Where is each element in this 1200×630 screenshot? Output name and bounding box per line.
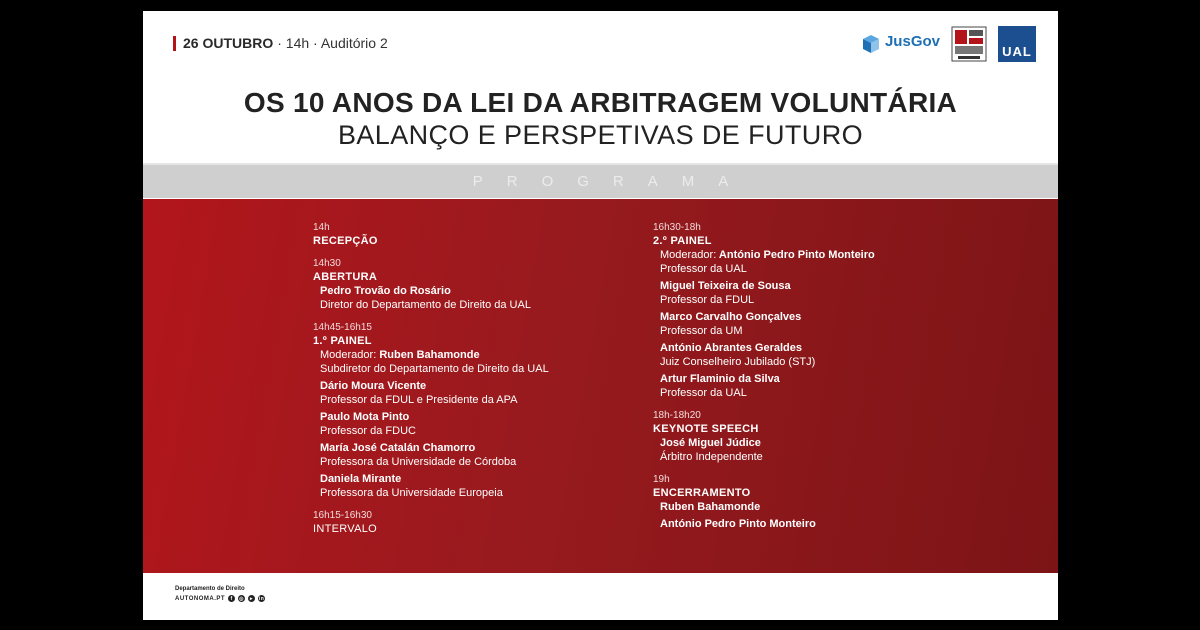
programa-band — [143, 163, 1058, 198]
speaker-role: Professor da FDUL — [660, 294, 755, 306]
speaker — [320, 441, 549, 469]
event-date: 26 OUTUBRO — [183, 35, 274, 51]
speaker-name: Artur Flaminio da Silva — [660, 373, 780, 385]
speaker-name: María José Catalán Chamorro — [320, 442, 476, 454]
program-right-column — [653, 221, 875, 540]
program-time: 19h — [653, 474, 670, 485]
footer-site[interactable]: AUTONOMA.PT — [175, 595, 226, 602]
speaker-role: Professor da FDUC — [320, 425, 416, 437]
program-heading: 2.º PAINEL — [653, 235, 712, 247]
program-time: 16h30-18h — [653, 222, 701, 233]
speaker — [660, 436, 875, 464]
speaker — [660, 500, 875, 514]
speaker-name-line — [320, 348, 549, 362]
poster — [143, 11, 1058, 620]
speaker-name: Marco Carvalho Gonçalves — [660, 311, 802, 323]
speaker-name: Miguel Teixeira de Sousa — [660, 280, 791, 292]
program-time: 14h45-16h15 — [313, 322, 372, 333]
accent-bar — [173, 36, 176, 51]
speaker-name-line — [660, 248, 875, 262]
speaker-role: Professor da UAL — [660, 387, 747, 399]
speaker-name: António Pedro Pinto Monteiro — [660, 518, 816, 530]
speaker — [660, 517, 875, 531]
program-block — [313, 221, 549, 248]
footer — [175, 586, 265, 602]
speaker-role: Professora da Universidade Europeia — [320, 487, 503, 499]
program-block — [653, 473, 875, 531]
speaker-name: José Miguel Júdice — [660, 437, 761, 449]
speaker-name-line — [320, 410, 549, 424]
partner-logos — [861, 25, 1036, 63]
speaker — [320, 472, 549, 500]
ual-logo: UAL — [998, 26, 1036, 62]
speaker-name: Ruben Bahamonde — [660, 501, 761, 513]
program-heading: 1.º PAINEL — [313, 335, 372, 347]
instagram-icon[interactable]: ◎ — [239, 595, 244, 602]
program-time: 16h15-16h30 — [313, 510, 372, 521]
speaker-role: Árbitro Independente — [660, 451, 763, 463]
speaker-name-line — [320, 284, 549, 298]
speaker-name-line — [660, 372, 875, 386]
moderator-prefix: Moderador: — [320, 349, 377, 361]
speaker-name: Daniela Mirante — [320, 473, 402, 485]
speaker — [320, 410, 549, 438]
speaker-name: António Pedro Pinto Monteiro — [718, 249, 875, 261]
speaker-role: Professor da FDUL e Presidente da APA — [320, 394, 518, 406]
moderator-prefix: Moderador: — [660, 249, 717, 261]
event-dateline — [173, 35, 388, 51]
speaker-name: António Abrantes Geraldes — [660, 342, 803, 354]
speaker-name-line — [660, 279, 875, 293]
speaker-role: Professor da UM — [660, 325, 743, 337]
program-block — [653, 409, 875, 464]
program-heading: INTERVALO — [313, 523, 378, 535]
program-heading: ENCERRAMENTO — [653, 487, 751, 499]
linkedin-icon[interactable]: in — [258, 595, 265, 602]
program-heading: RECEPÇÃO — [313, 235, 378, 247]
program-block — [313, 257, 549, 312]
speaker-name-line — [660, 341, 875, 355]
speaker — [320, 379, 549, 407]
event-details: · 14h · Auditório 2 — [277, 35, 388, 51]
speaker-name: Pedro Trovão do Rosário — [320, 285, 451, 297]
speaker — [320, 348, 549, 376]
program-left-column — [313, 221, 549, 545]
speaker-role: Subdiretor do Departamento de Direito da UAL — [320, 363, 549, 375]
page-title: OS 10 ANOS DA LEI DA ARBITRAGEM VOLUNTÁRIA — [243, 87, 958, 118]
program-panel — [143, 199, 1058, 573]
speaker-role: Diretor do Departamento de Direito da UAL — [320, 299, 531, 311]
program-time: 14h — [313, 222, 330, 233]
speaker — [660, 372, 875, 400]
speaker-name-line — [660, 436, 875, 450]
speaker — [660, 341, 875, 369]
speaker — [660, 310, 875, 338]
speaker-role: Juiz Conselheiro Jubilado (STJ) — [660, 356, 816, 368]
facebook-icon[interactable]: f — [228, 595, 235, 602]
speaker-name: Dário Moura Vicente — [320, 380, 427, 392]
department-seal-icon — [950, 25, 988, 63]
program-heading: KEYNOTE SPEECH — [653, 423, 759, 435]
speaker-name: Paulo Mota Pinto — [320, 411, 410, 423]
youtube-icon[interactable]: ▸ — [250, 595, 254, 602]
speaker-name-line — [320, 441, 549, 455]
speaker-name-line — [660, 500, 875, 514]
program-heading: ABERTURA — [313, 271, 378, 283]
speaker-name-line — [660, 517, 875, 531]
speaker-name-line — [320, 472, 549, 486]
speaker-name-line — [320, 379, 549, 393]
speaker — [320, 284, 549, 312]
speaker-role: Professor da UAL — [660, 263, 747, 275]
speaker — [660, 279, 875, 307]
program-block — [313, 509, 549, 536]
speaker — [660, 248, 875, 276]
footer-department: Departamento de Direito — [175, 586, 245, 592]
program-block — [653, 221, 875, 400]
programa-label: PROGRAMA — [472, 173, 753, 190]
speaker-role: Professora da Universidade de Córdoba — [320, 456, 517, 468]
program-time: 14h30 — [313, 258, 341, 269]
speaker-name: Ruben Bahamonde — [379, 349, 480, 361]
program-block — [313, 321, 549, 500]
program-time: 18h-18h20 — [653, 410, 701, 421]
speaker-name-line — [660, 310, 875, 324]
cube-icon — [861, 34, 881, 54]
jusgov-name: JusGov — [884, 33, 940, 50]
jusgov-logo — [861, 34, 940, 54]
page-subtitle: BALANÇO E PERSPETIVAS DE FUTURO — [337, 120, 863, 150]
